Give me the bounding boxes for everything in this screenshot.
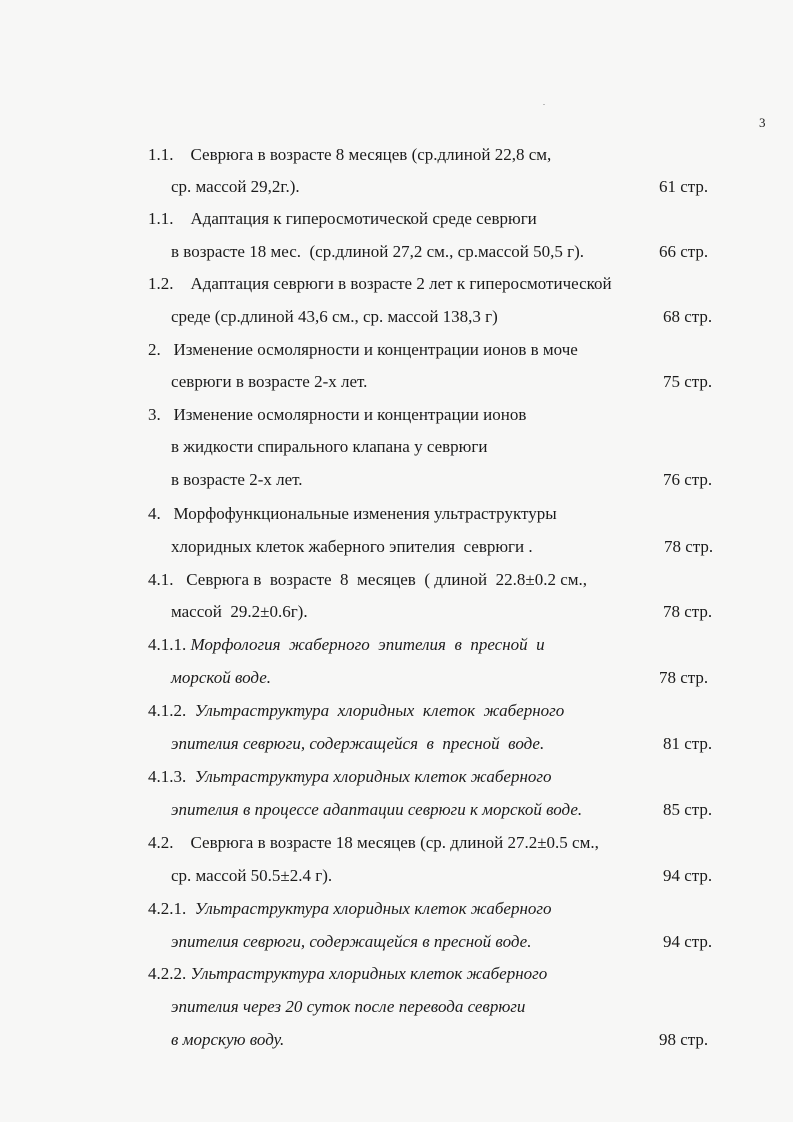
section-number: 4.1.1.	[148, 635, 187, 654]
toc-line: в возрасте 2-х лет.	[171, 470, 303, 489]
toc-line: ср. массой 29,2г.).	[171, 177, 300, 196]
section-title: Ультраструктура хлоридных клеток жаберного	[194, 701, 565, 720]
toc-line: среде (ср.длиной 43,6 см., ср. массой 138,3 г)	[171, 307, 498, 326]
toc-line: в возрасте 18 мес. (ср.длиной 27,2 см., ср.массой 50,5 г).	[171, 242, 584, 261]
toc-page-ref: 78 стр.	[664, 537, 714, 556]
toc-line	[148, 899, 552, 919]
section-title: Ультраструктура хлоридных клеток жаберного	[194, 767, 552, 786]
section-number: 4.1.2.	[148, 701, 187, 720]
section-title: Морфология жаберного эпителия в пресной и	[190, 635, 545, 654]
toc-page-ref: 98 стр.	[659, 1030, 709, 1049]
toc-line: ср. массой 50.5±2.4 г).	[171, 866, 333, 885]
toc-page-ref: 76 стр.	[663, 470, 713, 489]
section-number: 4.2.1.	[148, 899, 187, 918]
toc-line	[148, 767, 552, 787]
toc-page-ref: 66 стр.	[659, 242, 709, 261]
toc-page-ref: 81 стр.	[663, 734, 713, 753]
toc-line: 2. Изменение осмолярности и концентрации ионов в моче	[148, 340, 578, 359]
toc-line	[148, 964, 547, 984]
toc-line: в морскую воду.	[171, 1030, 285, 1049]
section-title: Ультраструктура хлоридных клеток жаберного	[194, 899, 552, 918]
section-number: 4.1.3.	[148, 767, 187, 786]
toc-line: 4.1. Севрюга в возрасте 8 месяцев ( длиной 22.8±0.2 см.,	[148, 570, 588, 589]
toc-line: эпителия через 20 суток после перевода севрюги	[171, 997, 526, 1016]
toc-line	[148, 701, 564, 721]
toc-line: хлоридных клеток жаберного эпителия севрюги .	[171, 537, 533, 556]
section-number: 4.2.2.	[148, 964, 187, 983]
toc-line: морской воде.	[171, 668, 271, 687]
toc-line: эпителия севрюги, содержащейся в пресной воде.	[171, 734, 545, 753]
toc-line: 1.1. Адаптация к гиперосмотической среде севрюги	[148, 209, 537, 228]
toc-line: эпителия севрюги, содержащейся в пресной воде.	[171, 932, 532, 951]
page-number: 3	[759, 115, 766, 130]
toc-line: в жидкости спирального клапана у севрюги	[171, 437, 488, 456]
toc-line	[148, 635, 545, 655]
toc-line: 3. Изменение осмолярности и концентрации ионов	[148, 405, 527, 424]
toc-page-ref: 94 стр.	[663, 866, 713, 885]
toc-line: севрюги в возрасте 2-х лет.	[171, 372, 368, 391]
toc-line: эпителия в процессе адаптации севрюги к морской воде.	[171, 800, 583, 819]
toc-page-ref: 94 стр.	[663, 932, 713, 951]
toc-line: 4. Морфофункциональные изменения ультраструктуры	[148, 504, 557, 523]
toc-line: массой 29.2±0.6г).	[171, 602, 308, 621]
toc-page-ref: 75 стр.	[663, 372, 713, 391]
toc-page-ref: 78 стр.	[663, 602, 713, 621]
toc-page-ref: 85 стр.	[663, 800, 713, 819]
toc-line: 1.2. Адаптация севрюги в возрасте 2 лет к гиперосмотической	[148, 274, 612, 293]
section-title: Ультраструктура хлоридных клеток жаберного	[190, 964, 548, 983]
toc-line: 4.2. Севрюга в возрасте 18 месяцев (ср. длиной 27.2±0.5 см.,	[148, 833, 599, 852]
toc-page-ref: 78 стр.	[659, 668, 709, 687]
scan-speck	[543, 104, 545, 105]
toc-page-ref: 61 стр.	[659, 177, 709, 196]
toc-page-ref: 68 стр.	[663, 307, 713, 326]
toc-line: 1.1. Севрюга в возрасте 8 месяцев (ср.длиной 22,8 см,	[148, 145, 552, 164]
